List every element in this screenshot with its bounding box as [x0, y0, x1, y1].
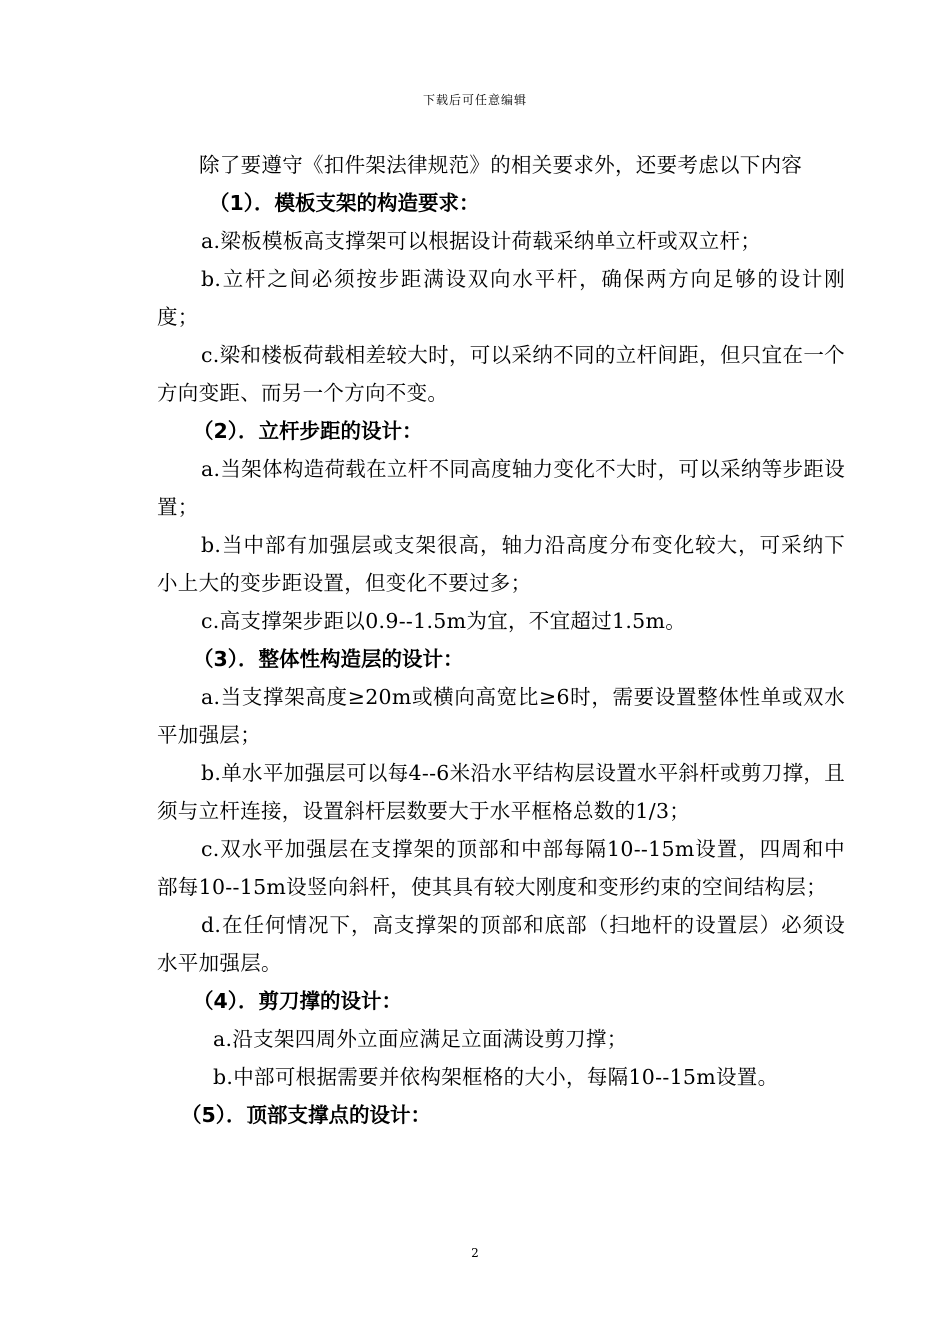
- section-1-item-c: c.梁和楼板荷载相差较大时，可以采纳不同的立杆间距，但只宜在一个方向变距、而另一个方向不变。: [157, 343, 845, 405]
- section-5-heading: （5）．顶部支撑点的设计：: [181, 1103, 432, 1127]
- page-number: 2: [471, 1246, 479, 1260]
- section-3-item-c: c.双水平加强层在支撑架的顶部和中部每隔10--15m设置，四周和中部每10--15m设竖向斜杆，使其具有较大刚度和变形约束的空间结构层；: [157, 837, 845, 899]
- document-body: [157, 146, 845, 1134]
- section-3-item-d: d.在任何情况下，高支撑架的顶部和底部（扫地杆的设置层）必须设水平加强层。: [157, 913, 845, 975]
- section-4-item-a: a.沿支架四周外立面应满足立面满设剪刀撑；: [213, 1027, 628, 1051]
- section-3-item-a: a.当支撑架高度≥20m或横向高宽比≥6时，需要设置整体性单或双水平加强层；: [157, 685, 845, 747]
- section-4-item-b: b.中部可根据需要并依构架框格的大小，每隔10--15m设置。: [213, 1065, 779, 1089]
- section-1-item-a: a.梁板模板高支撑架可以根据设计荷载采纳单立杆或双立杆；: [201, 229, 762, 253]
- section-2-heading: （2）．立杆步距的设计：: [193, 419, 423, 443]
- section-2-item-b: b.当中部有加强层或支架很高，轴力沿高度分布变化较大，可采纳下小上大的变步距设置，但变化不要过多；: [157, 533, 845, 595]
- section-1-heading: （1）．模板支架的构造要求：: [209, 191, 480, 215]
- page-header: 下载后可任意编辑: [422, 93, 527, 107]
- section-2-item-c: c.高支撑架步距以0.9--1.5m为宜，不宜超过1.5m。: [201, 609, 687, 633]
- section-3-heading: （3）．整体性构造层的设计：: [193, 647, 464, 671]
- section-1-item-b: b.立杆之间必须按步距满设双向水平杆，确保两方向足够的设计刚度；: [157, 267, 845, 329]
- section-4-heading: （4）．剪刀撑的设计：: [193, 989, 403, 1013]
- section-3-item-b: b.单水平加强层可以每4--6米沿水平结构层设置水平斜杆或剪刀撑，且须与立杆连接，设置斜杆层数要大于水平框格总数的1/3；: [157, 761, 845, 823]
- section-2-item-a: a.当架体构造荷载在立杆不同高度轴力变化不大时，可以采纳等步距设置；: [157, 457, 845, 519]
- intro-paragraph: 除了要遵守《扣件架法律规范》的相关要求外，还要考虑以下内容: [199, 153, 803, 177]
